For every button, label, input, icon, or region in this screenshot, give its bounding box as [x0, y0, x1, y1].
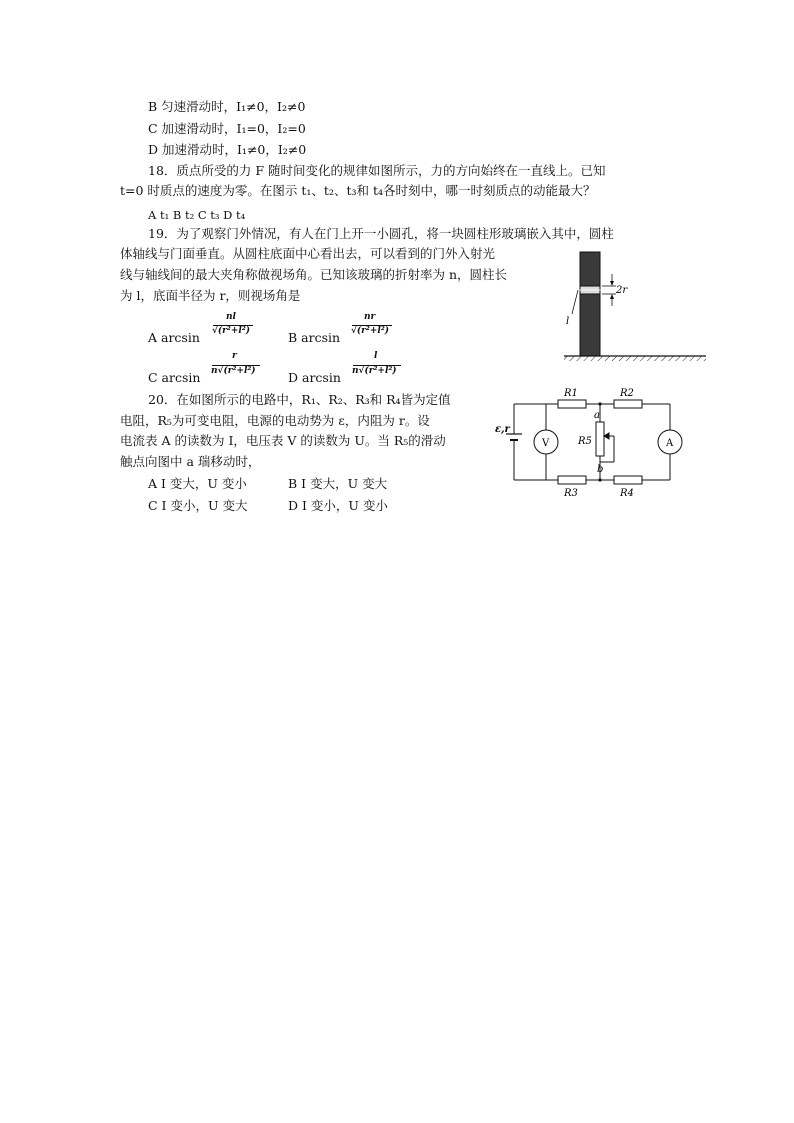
q20-option-b: B I 变大，U 变大 [288, 476, 388, 491]
r1-label: R1 [564, 388, 578, 399]
r5-label: R5 [578, 436, 592, 447]
q20-option-c: C I 变小，U 变大 [148, 498, 248, 513]
q19-option-b-numerator: nr [364, 312, 376, 322]
point-a-label: a [594, 410, 600, 421]
source-label: ε,r [495, 424, 510, 435]
q19-option-d-numerator: l [374, 351, 378, 361]
q19-option-c-denominator: n√(r²+l²) [211, 366, 256, 376]
q19-line-2: 体轴线与门面垂直。从圆柱底面中心看出去，可以看到的门外入射光 [120, 246, 496, 261]
label-2r: 2r [616, 285, 628, 296]
q20-option-d: D I 变小，U 变小 [288, 498, 388, 513]
q19-option-a: A arcsin [148, 330, 200, 345]
ammeter-label: A [666, 438, 674, 449]
q19-option-b: B arcsin [288, 330, 341, 345]
q17-option-d: D 加速滑动时，I₁≠0，I₂≠0 [148, 142, 307, 157]
q17-option-c: C 加速滑动时，I₁=0，I₂=0 [148, 121, 306, 136]
q20-option-a: A I 变大，U 变小 [148, 476, 247, 491]
q19-option-b-denominator: √(r²+l²) [351, 326, 390, 336]
q19-line-3: 线与轴线间的最大夹角称做视场角。已知该玻璃的折射率为 n，圆柱长 [120, 267, 508, 282]
q19-line-1: 19．为了观察门外情况，有人在门上开一小圆孔，将一块圆柱形玻璃嵌入其中，圆柱 [148, 226, 614, 241]
q19-line-4: 为 l，底面半径为 r，则视场角是 [120, 288, 301, 303]
r4-label: R4 [620, 488, 634, 499]
q20-line-1: 20．在如图所示的电路中，R₁、R₂、R₃和 R₄皆为定值 [148, 392, 451, 407]
voltmeter-label: V [542, 438, 550, 449]
q20-line-2: 电阻，R₅为可变电阻，电源的电动势为 ε，内阻为 r。设 [120, 413, 430, 428]
q19-option-a-denominator: √(r²+l²) [212, 326, 251, 336]
q18-line-1: 18．质点所受的力 F 随时间变化的规律如图所示，力的方向始终在一直线上。已知 [148, 163, 606, 178]
circuit-diagram [490, 382, 710, 504]
door-cylinder-figure [560, 250, 710, 362]
r2-label: R2 [620, 388, 634, 399]
q19-option-a-numerator: nl [226, 312, 236, 322]
q19-option-d-denominator: n√(r²+l²) [352, 366, 397, 376]
q19-option-c-numerator: r [232, 351, 237, 361]
q18-line-2: t=0 时质点的速度为零。在图示 t₁、t₂、t₃和 t₄各时刻中，哪一时刻质点的动能最大？ [120, 183, 596, 198]
point-b-label: b [597, 464, 604, 475]
label-l: l [566, 316, 570, 327]
q19-option-d: D arcsin [288, 370, 341, 385]
q20-line-3: 电流表 A 的读数为 I，电压表 V 的读数为 U。当 R₅的滑动 [120, 433, 446, 448]
q18-options: A t₁ B t₂ C t₃ D t₄ [148, 208, 246, 222]
r3-label: R3 [564, 488, 578, 499]
q17-option-b: B 匀速滑动时，I₁≠0，I₂≠0 [148, 99, 306, 114]
q20-line-4: 触点向图中 a 瑞移动时， [120, 454, 261, 469]
q19-option-c: C arcsin [148, 370, 201, 385]
